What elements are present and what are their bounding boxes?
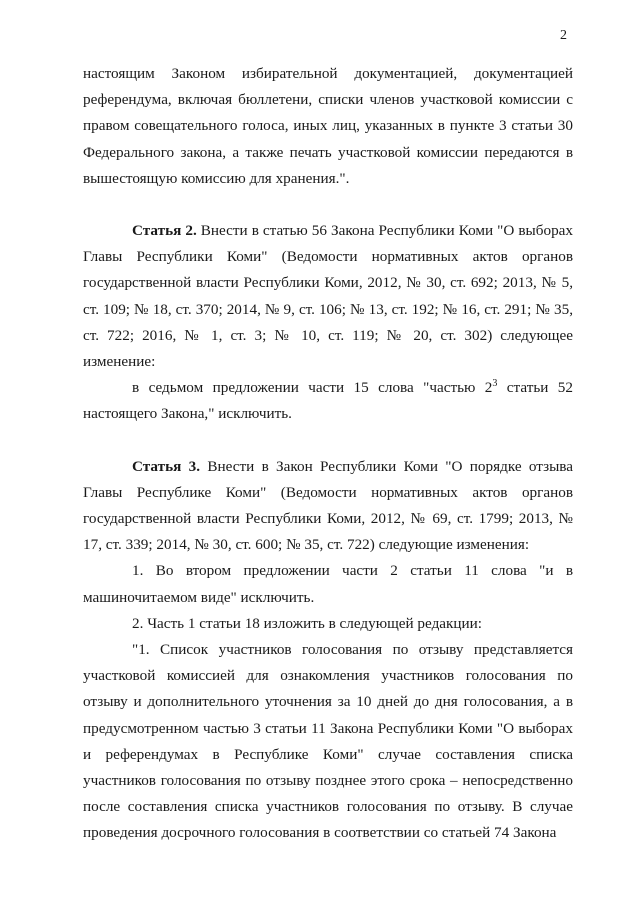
- article-3-title: Статья 3.: [132, 457, 201, 475]
- article-2-item-text-before: в седьмом предложении части 15 слова "частью 2: [132, 379, 493, 397]
- page-number: 2: [560, 28, 567, 43]
- document-body: [83, 61, 573, 847]
- article-2-item-superscript: 3: [492, 378, 498, 390]
- article-3-item-1: 1. Во втором предложении части 2 статьи 11 слова "и в машиночитаемом виде" исключить.: [83, 562, 573, 606]
- article-2-paragraph: [83, 218, 573, 375]
- article-2-text: Внести в статью 56 Закона Республики Коми "О выборах Главы Республики Коми" (Ведомости нормативных актов органов государственной власти Республики Коми, 2012, № 30, ст. 692; 2013, № 5, ст. 109; № 18, ст. 370; 2014, № 9, ст. 106; № 13, ст. 192; № 16, ст. 291; № 35, ст. 722; 2016, № 1, ст. 3; № 10, ст. 119; № 20, ст. 302) следующее изменение:: [83, 222, 573, 371]
- article-3-item-2: 2. Часть 1 статьи 18 изложить в следующей редакции:: [132, 614, 483, 632]
- article-3-text: Внести в Закон Республики Коми "О порядке отзыва Главы Республике Коми" (Ведомости нормативных актов органов государственной власти Республики Коми, 2012, № 69, ст. 1799; 2013, № 17, ст. 339; 2014, № 30, ст. 600; № 35, ст. 722) следующие изменения:: [83, 457, 574, 554]
- article-2-item: [83, 375, 573, 427]
- paragraph-continuation: настоящим Законом избирательной документацией, документацией референдума, включая бюллетени, списки членов участковой комиссии с правом совещательного голоса, иных лиц, указанных в пункте 3 статьи 30 Федерального закона, а также печать участковой комиссии передаются в вышестоящую комиссию для хранения.".: [83, 65, 573, 187]
- article-3-quoted-text: "1. Список участников голосования по отзыву представляется участковой комиссией для ознакомления участников голосования по отзыву и дополнительного уточнения за 10 дней до дня голосования, а в предусмотренном частью 3 статьи 11 Закона Республики Коми "О выборах и референдумах в Республике Коми" случае составления списка участников голосования по отзыву позднее этого срока – непосредственно после составления списка участников голосования по отзыву. В случае проведения досрочного голосования в соответствии со статьей 74 Закона: [83, 641, 573, 842]
- paragraph-gap: [83, 192, 573, 218]
- article-3-paragraph: [83, 454, 573, 559]
- paragraph-gap: [83, 428, 573, 454]
- article-2-item-text-after: статьи 52 настоящего Закона," исключить.: [83, 379, 573, 423]
- article-2-title: Статья 2.: [132, 222, 197, 240]
